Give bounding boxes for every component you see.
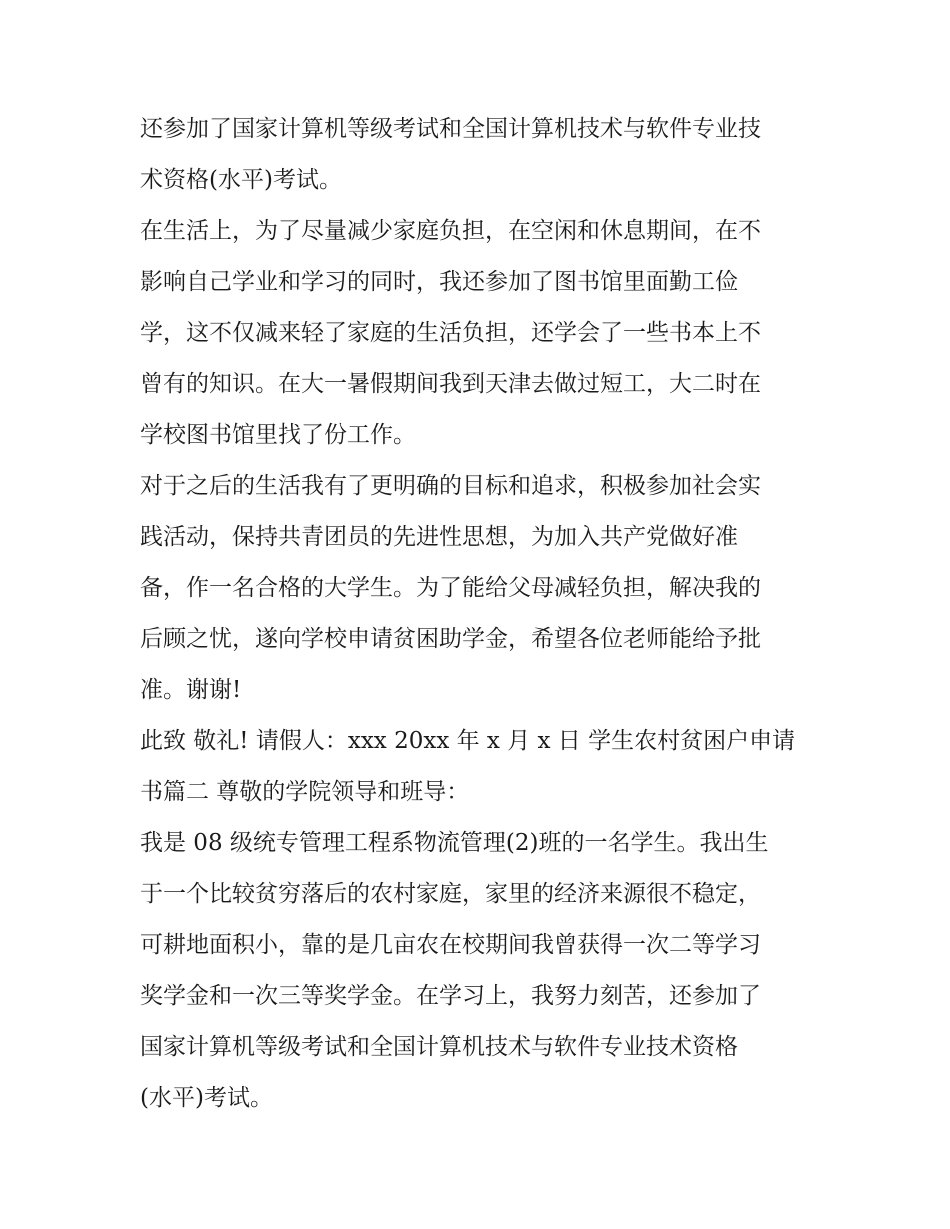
text-line: 学校图书馆里找了份工作。 bbox=[140, 422, 416, 448]
text-line: 我是 08 级统专管理工程系物流管理(2)班的一名学生。我出生 bbox=[140, 830, 769, 856]
text-line: 后顾之忧，遂向学校申请贫困助学金，希望各位老师能给予批 bbox=[140, 626, 761, 652]
text-line: 于一个比较贫穷落后的农村家庭，家里的经济来源很不稳定， bbox=[140, 881, 761, 907]
text-line: 可耕地面积小，靠的是几亩农在校期间我曾获得一次二等学习 bbox=[140, 932, 761, 958]
text-line: 对于之后的生活我有了更明确的目标和追求，积极参加社会实 bbox=[140, 473, 761, 499]
text-line: 国家计算机等级考试和全国计算机技术与软件专业技术资格 bbox=[140, 1034, 738, 1060]
text-line: 影响自己学业和学习的同时，我还参加了图书馆里面勤工俭 bbox=[140, 269, 738, 295]
text-line: 备，作一名合格的大学生。为了能给父母减轻负担，解决我的 bbox=[140, 575, 761, 601]
text-line: (水平)考试。 bbox=[140, 1085, 273, 1111]
text-line: 准。谢谢! bbox=[140, 677, 242, 703]
text-line: 在生活上，为了尽量减少家庭负担，在空闲和休息期间，在不 bbox=[140, 218, 761, 244]
text-line: 践活动，保持共青团员的先进性思想，为加入共产党做好准 bbox=[140, 524, 738, 550]
text-line: 学，这不仅减来轻了家庭的生活负担，还学会了一些书本上不 bbox=[140, 320, 761, 346]
text-line: 书篇二 尊敬的学院领导和班导： bbox=[140, 779, 470, 805]
text-line: 奖学金和一次三等奖学金。在学习上，我努力刻苦，还参加了 bbox=[140, 983, 761, 1009]
body-text bbox=[140, 104, 820, 1124]
text-line: 术资格(水平)考试。 bbox=[140, 167, 342, 193]
text-line: 曾有的知识。在大一暑假期间我到天津去做过短工，大二时在 bbox=[140, 371, 761, 397]
text-line: 此致 敬礼! 请假人：xxx 20xx 年 x 月 x 日 学生农村贫困户申请 bbox=[140, 728, 796, 754]
text-line: 还参加了国家计算机等级考试和全国计算机技术与软件专业技 bbox=[140, 116, 761, 142]
